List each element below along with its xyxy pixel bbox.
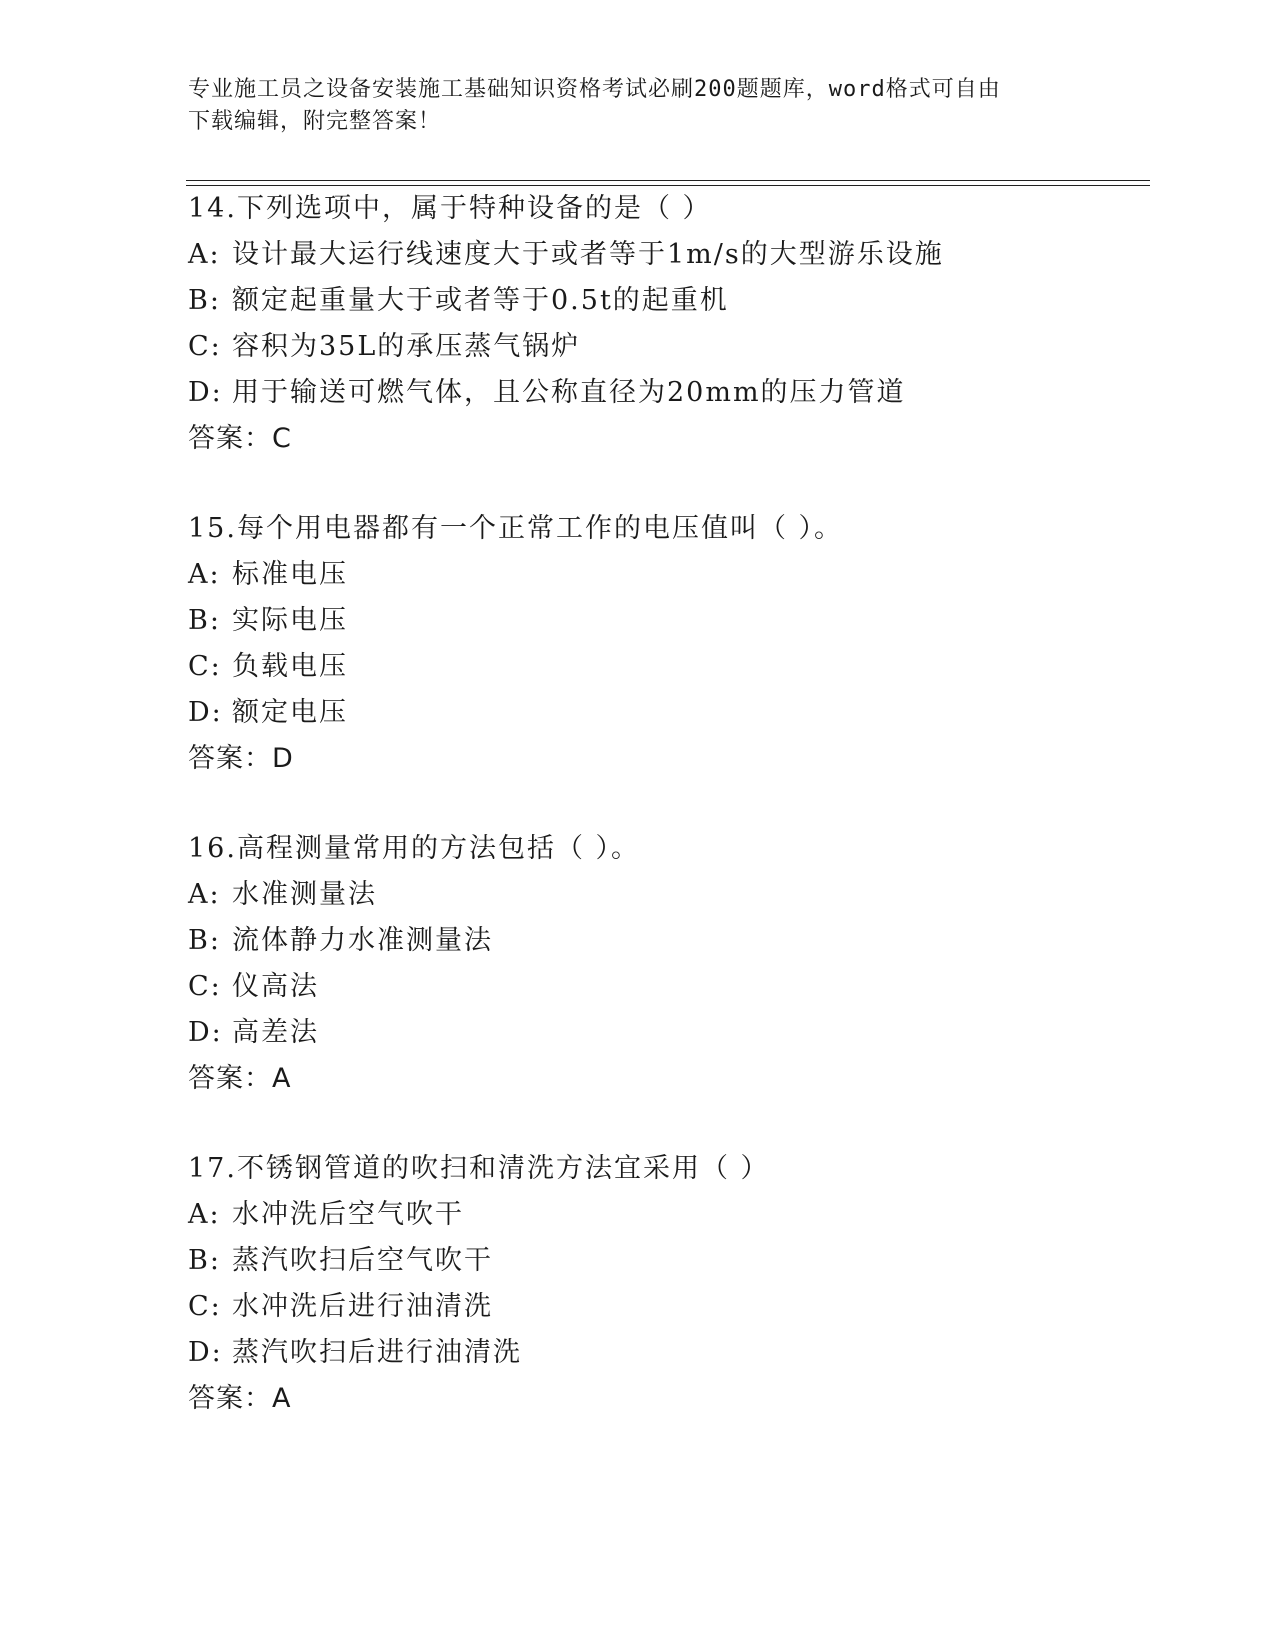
option-text: 设计最大运行线速度大于或者等于1m/s的大型游乐设施 — [232, 239, 944, 270]
option-text: 额定电压 — [232, 697, 348, 728]
option-text: 标准电压 — [232, 559, 348, 590]
option-text: 蒸汽吹扫后进行油清洗 — [232, 1337, 522, 1368]
option-d — [188, 1330, 1188, 1376]
option-letter: D: — [188, 377, 223, 408]
option-letter: A: — [188, 879, 221, 910]
option-letter: B: — [188, 285, 221, 316]
option-letter: D: — [188, 1337, 223, 1368]
option-c — [188, 324, 1188, 370]
option-letter: C: — [188, 331, 222, 362]
question-stem: 16.高程测量常用的方法包括（ ）。 — [188, 833, 641, 864]
question-stem: 14.下列选项中，属于特种设备的是（ ） — [188, 193, 712, 224]
option-letter: D: — [188, 697, 223, 728]
header-divider-top — [186, 180, 1150, 181]
option-text: 仪高法 — [232, 971, 319, 1002]
option-letter: A: — [188, 239, 221, 270]
option-letter: C: — [188, 651, 222, 682]
question-16 — [188, 826, 1188, 1102]
option-a — [188, 232, 1188, 278]
header-line-1: 专业施工员之设备安装施工基础知识资格考试必刷200题题库，word格式可自由 — [188, 77, 1001, 102]
answer-line: 答案：D — [188, 743, 294, 774]
option-letter: C: — [188, 1291, 222, 1322]
question-stem: 17.不锈钢管道的吹扫和清洗方法宜采用（ ） — [188, 1153, 770, 1184]
answer-line: 答案：C — [188, 423, 292, 454]
header-line-2: 下载编辑，附完整答案！ — [188, 109, 442, 134]
option-letter: B: — [188, 925, 221, 956]
option-d — [188, 690, 1188, 736]
option-text: 高差法 — [232, 1017, 319, 1048]
option-text: 额定起重量大于或者等于0.5t的起重机 — [232, 285, 729, 316]
option-b — [188, 918, 1188, 964]
option-letter: C: — [188, 971, 222, 1002]
option-text: 实际电压 — [232, 605, 348, 636]
option-text: 负载电压 — [232, 651, 348, 682]
option-a — [188, 552, 1188, 598]
option-text: 水冲洗后进行油清洗 — [232, 1291, 493, 1322]
option-text: 水冲洗后空气吹干 — [232, 1199, 464, 1230]
option-c — [188, 964, 1188, 1010]
question-15 — [188, 506, 1188, 782]
option-text: 流体静力水准测量法 — [232, 925, 493, 956]
option-letter: D: — [188, 1017, 223, 1048]
document-header — [188, 74, 1088, 138]
option-text: 蒸汽吹扫后空气吹干 — [232, 1245, 493, 1276]
option-b — [188, 278, 1188, 324]
option-a — [188, 872, 1188, 918]
answer-line: 答案：A — [188, 1383, 292, 1414]
option-b — [188, 1238, 1188, 1284]
option-text: 水准测量法 — [232, 879, 377, 910]
option-text: 容积为35L的承压蒸气锅炉 — [232, 331, 581, 362]
option-d — [188, 370, 1188, 416]
question-17 — [188, 1146, 1188, 1422]
option-d — [188, 1010, 1188, 1056]
answer-line: 答案：A — [188, 1063, 292, 1094]
option-c — [188, 644, 1188, 690]
option-letter: B: — [188, 1245, 221, 1276]
option-letter: A: — [188, 1199, 221, 1230]
question-stem: 15.每个用电器都有一个正常工作的电压值叫（ ）。 — [188, 513, 844, 544]
question-14 — [188, 186, 1188, 462]
option-letter: A: — [188, 559, 221, 590]
option-letter: B: — [188, 605, 221, 636]
option-c — [188, 1284, 1188, 1330]
option-text: 用于输送可燃气体，且公称直径为20mm的压力管道 — [232, 377, 906, 408]
option-a — [188, 1192, 1188, 1238]
option-b — [188, 598, 1188, 644]
